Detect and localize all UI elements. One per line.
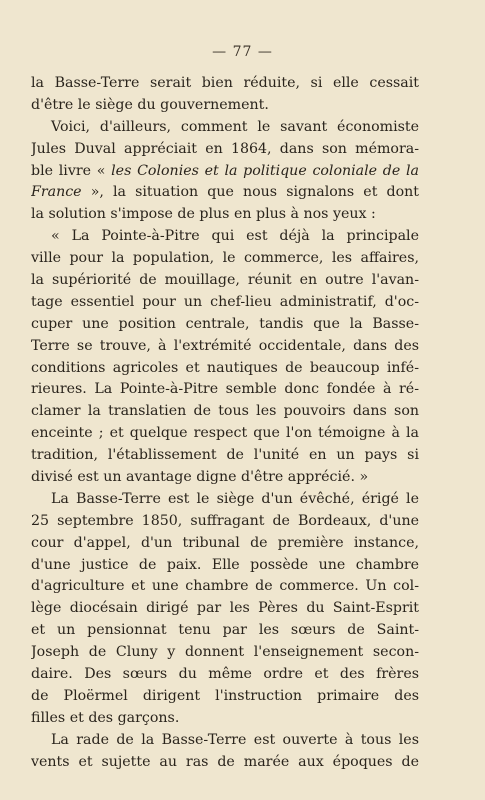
- text-line: Terre se trouve, à l'extrémité occidentale, dans des: [31, 337, 419, 354]
- text-line: « La Pointe-à-Pitre qui est déjà la principale: [51, 228, 419, 245]
- body-text: [31, 73, 419, 774]
- text-line: vents et sujette au ras de marée aux époques de: [31, 753, 419, 770]
- text-line: enceinte ; et quelque respect que l'on témoigne à la: [31, 425, 419, 442]
- text-line: la supériorité de mouillage, réunit en outre l'avan-: [31, 272, 419, 289]
- text-line: conditions agricoles et nautiques de beaucoup infé-: [31, 359, 419, 376]
- text-line: divisé est un avantage digne d'être apprécié. »: [31, 469, 369, 486]
- text-line: France », la situation que nous signalons et dont: [31, 184, 419, 201]
- text-line: d'agriculture et une chambre de commerce. Un col-: [31, 578, 419, 595]
- text-line: ville pour la population, le commerce, les affaires,: [31, 250, 419, 267]
- text-line: Voici, d'ailleurs, comment le savant économiste: [51, 118, 419, 135]
- text-line: Joseph de Cluny y donnent l'enseignement secon-: [31, 644, 419, 661]
- text-line: cuper une position centrale, tandis que la Basse-: [31, 315, 419, 332]
- text-line: rieures. La Pointe-à-Pitre semble donc fondée à ré-: [31, 381, 419, 398]
- text-line: d'une justice de paix. Elle possède une chambre: [31, 556, 419, 573]
- text-line: cour d'appel, d'un tribunal de première instance,: [31, 534, 419, 551]
- text-line: ble livre « les Colonies et la politique coloniale de la: [31, 162, 419, 179]
- text-line: lège diocésain dirigé par les Pères du Saint-Esprit: [31, 600, 419, 617]
- text-line: daire. Des sœurs du même ordre et des frères: [31, 666, 419, 683]
- page-number: — 77 —: [212, 44, 273, 60]
- text-line: La Basse-Terre est le siège d'un évêché, érigé le: [51, 490, 419, 507]
- text-line: tage essentiel pour un chef-lieu administratif, d'oc-: [31, 293, 419, 310]
- text-line: la solution s'impose de plus en plus à nos yeux :: [31, 206, 376, 223]
- text-line: La rade de la Basse-Terre est ouverte à tous les: [51, 731, 419, 748]
- text-line: 25 septembre 1850, suffragant de Bordeaux, d'une: [31, 512, 419, 529]
- text-line: d'être le siège du gouvernement.: [31, 96, 269, 113]
- text-line: clamer la translatien de tous les pouvoirs dans son: [31, 403, 419, 420]
- text-line: la Basse-Terre serait bien réduite, si elle cessait: [31, 75, 419, 91]
- text-line: tradition, l'établissement de l'unité en un pays si: [31, 447, 419, 464]
- text-line: filles et des garçons.: [31, 709, 180, 726]
- text-line: de Ploërmel dirigent l'instruction primaire des: [31, 687, 419, 704]
- text-line: et un pensionnat tenu par les sœurs de Saint-: [31, 622, 419, 639]
- text-line: Jules Duval appréciait en 1864, dans son mémora-: [31, 140, 419, 157]
